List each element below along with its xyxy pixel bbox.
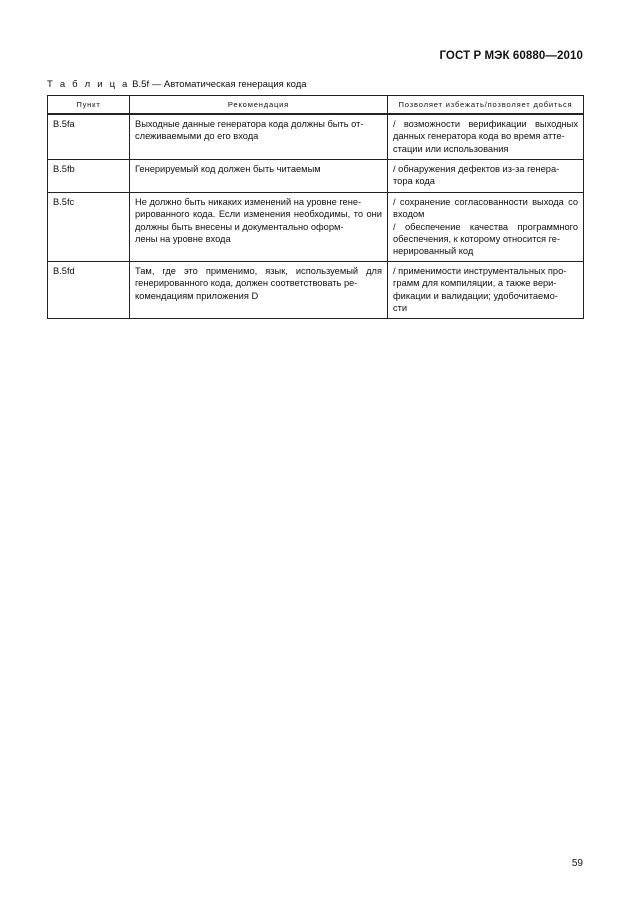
objective-cell (388, 114, 584, 160)
column-header-recommendation: Рекомендация (130, 96, 388, 115)
column-header-objective: Позволяет избежать/позволяет добиться (388, 96, 584, 115)
item-cell: B.5fd (48, 262, 130, 319)
item-cell: B.5fc (48, 193, 130, 262)
item-cell: B.5fb (48, 160, 130, 193)
recommendation-cell (130, 262, 388, 319)
recommendation-cell (130, 114, 388, 160)
objective-text: / обнаружения дефектов из-за генера- тора кода (393, 164, 560, 187)
objective-text: / возможности верификации выходных данных генератора кода во время атте- стации или использования (393, 119, 578, 154)
item-cell: B.5fa (48, 114, 130, 160)
recommendations-table (47, 95, 584, 319)
page-number: 59 (571, 858, 583, 869)
recommendation-text: Там, где это применимо, язык, используемый для генерированного кода, должен соответствовать ре- комендациям приложения D (135, 266, 382, 301)
objective-cell (388, 193, 584, 262)
objective-text: / применимости инструментальных про- грамм для компиляции, а также вери- фикации и валидации; удобочитаемо- сти (393, 266, 567, 313)
objective-cell (388, 160, 584, 193)
column-header-item: Пункт (48, 96, 130, 115)
recommendation-cell (130, 160, 388, 193)
recommendation-cell (130, 193, 388, 262)
recommendation-text: Генерируемый код должен быть читаемым (135, 164, 321, 175)
table-row (48, 114, 584, 160)
table-caption (47, 79, 307, 90)
recommendation-text: Не должно быть никаких изменений на уровне гене- рированного кода. Если изменения необходимы, то они должны быть внесены и документально оформ- лены на уровне входа (135, 197, 382, 244)
table-row (48, 160, 584, 193)
table-caption-title: B.5f — Автоматическая генерация кода (129, 79, 307, 90)
recommendation-text: Выходные данные генератора кода должны быть от- слеживаемыми до его входа (135, 119, 364, 142)
objective-text: / сохранение согласованности выхода со входом / обеспечение качества программного обеспечения, к которому относится ге- нерированный код (393, 197, 578, 257)
objective-cell (388, 262, 584, 319)
table-caption-prefix: Т а б л и ц а (47, 79, 130, 90)
document-header: ГОСТ Р МЭК 60880—2010 (439, 50, 583, 62)
table-header-row (48, 96, 584, 115)
table-row (48, 193, 584, 262)
table-row (48, 262, 584, 319)
